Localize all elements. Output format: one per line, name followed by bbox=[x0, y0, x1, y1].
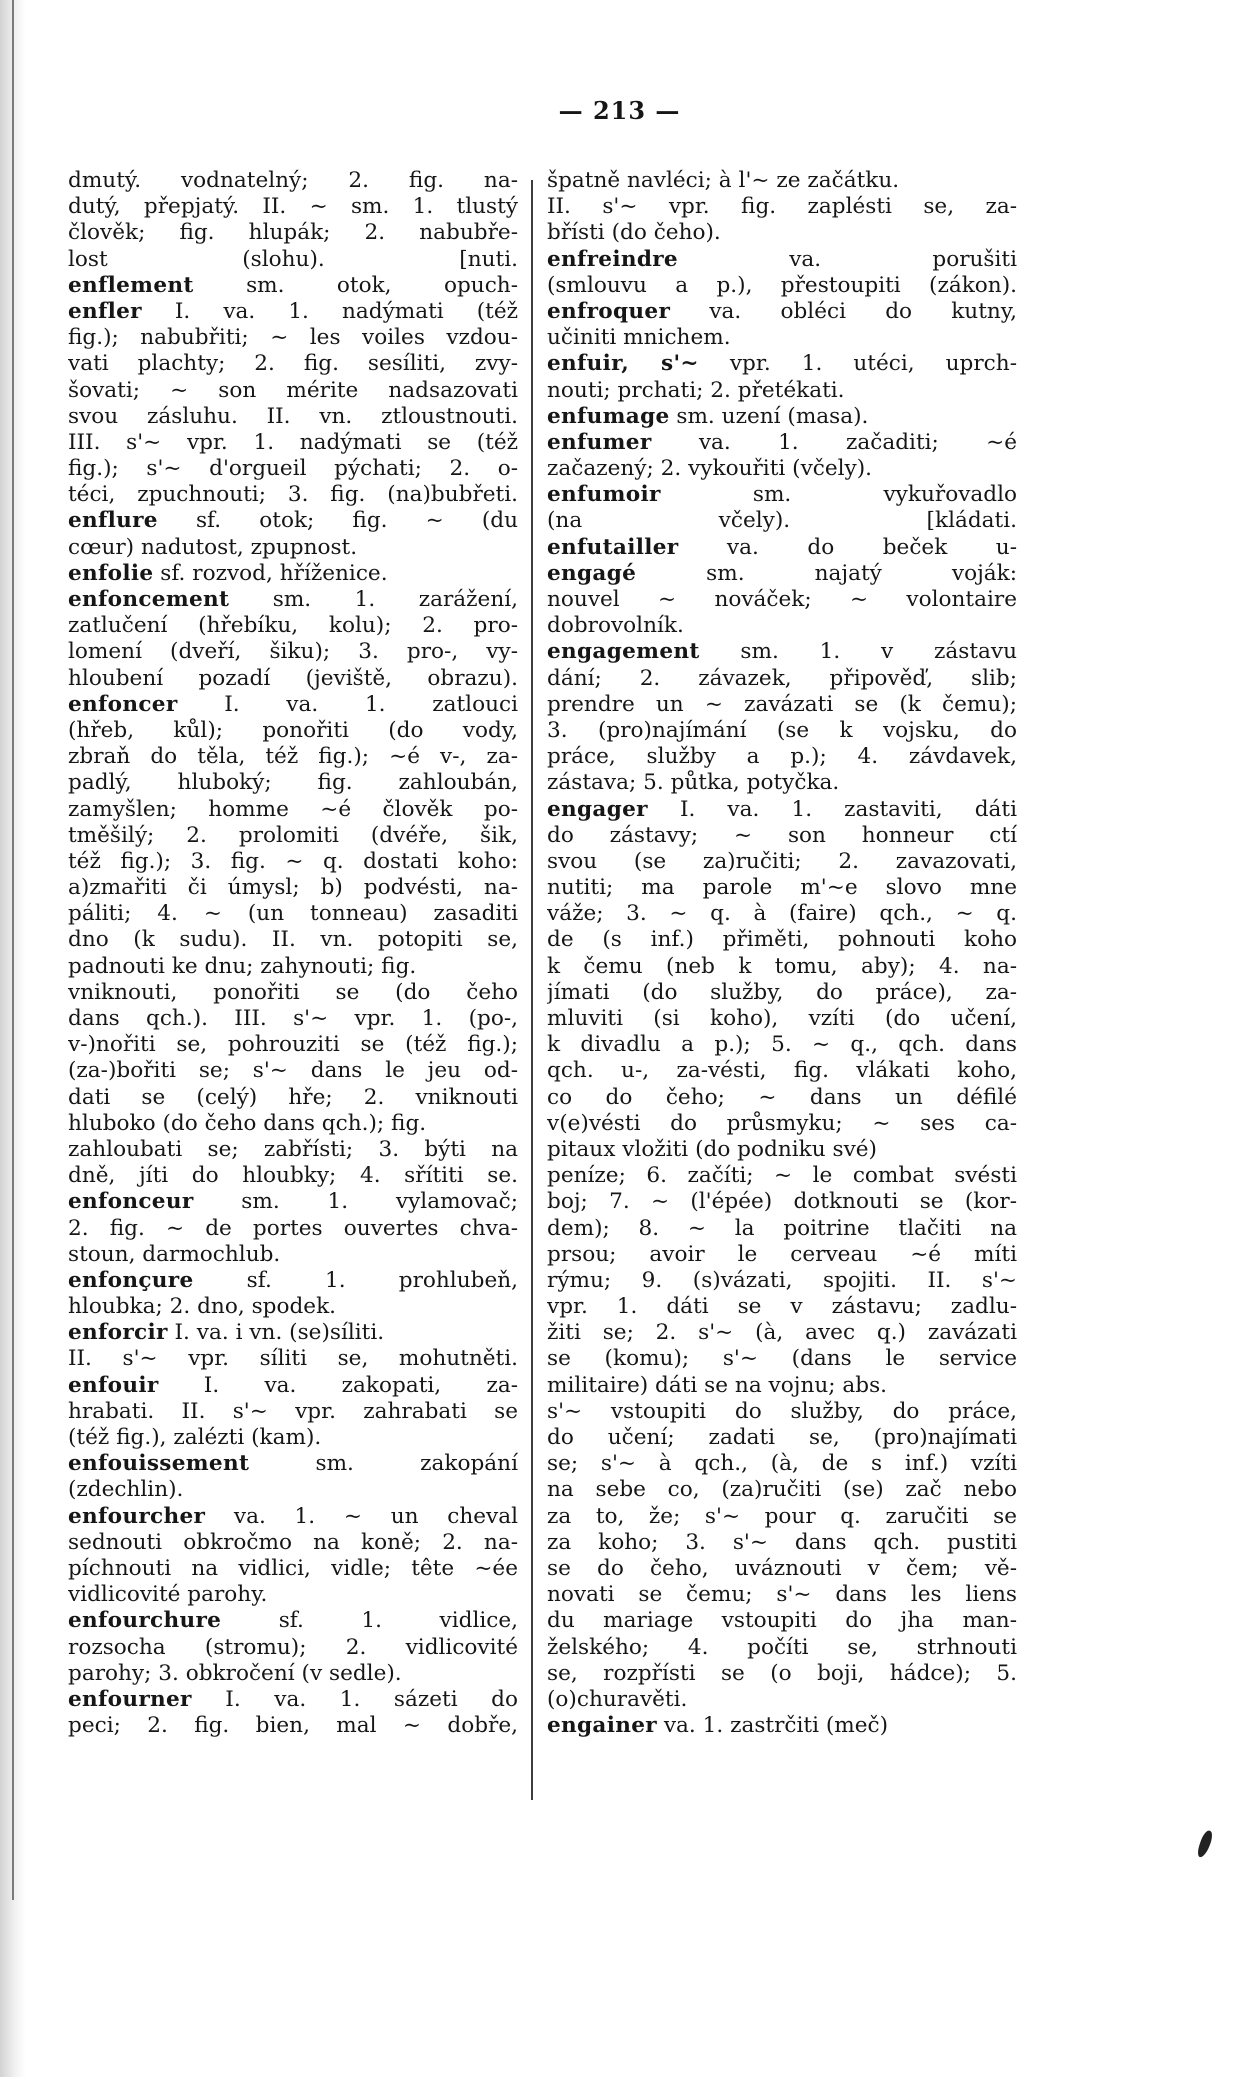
text-line: enfourchure sf. 1. vidlice, bbox=[68, 1608, 518, 1634]
text-line: rozsocha (stromu); 2. vidlicovité bbox=[68, 1634, 518, 1660]
text-line: engagé sm. najatý voják: bbox=[547, 560, 1017, 586]
text-line: enfreindre va. porušiti bbox=[547, 246, 1017, 272]
text-line: a)zmařiti či úmysl; b) podvésti, na- bbox=[68, 875, 518, 901]
text-line: prendre un ~ zavázati se (k čemu); bbox=[547, 691, 1017, 717]
text-line: fig.); s'~ d'orgueil pýchati; 2. o- bbox=[68, 456, 518, 482]
text-line: člověk; fig. hlupák; 2. nabubře- bbox=[68, 220, 518, 246]
text-line: enfler I. va. 1. nadýmati (též bbox=[68, 298, 518, 324]
text-line: dutý, přepjatý. II. ~ sm. 1. tlustý bbox=[68, 194, 518, 220]
text-line: boj; 7. ~ (l'épée) dotknouti se (kor- bbox=[547, 1189, 1017, 1215]
text-line: enfourcher va. 1. ~ un cheval bbox=[68, 1503, 518, 1529]
text-line: za koho; 3. s'~ dans qch. pustiti bbox=[547, 1529, 1017, 1555]
text-line: práce, služby a p.); 4. závdavek, bbox=[547, 744, 1017, 770]
text-line: hluboko (do čeho dans qch.); fig. bbox=[68, 1110, 427, 1136]
text-line: píchnouti na vidlici, vidle; tête ~ée bbox=[68, 1555, 518, 1581]
text-line: hrabati. II. s'~ vpr. zahrabati se bbox=[68, 1398, 518, 1424]
text-line: co do čeho; ~ dans un défilé bbox=[547, 1084, 1017, 1110]
text-line: (zdechlin). bbox=[68, 1477, 184, 1503]
text-line: za to, že; s'~ pour q. zaručiti se bbox=[547, 1503, 1017, 1529]
text-line: enfumage sm. uzení (masa). bbox=[547, 403, 869, 429]
text-line: též fig.); 3. fig. ~ q. dostati koho: bbox=[68, 848, 518, 874]
text-line: engainer va. 1. zastrčiti (meč) bbox=[547, 1713, 889, 1739]
text-line: se do čeho, uváznouti v čem; vě- bbox=[547, 1555, 1017, 1581]
text-line: zamyšlen; homme ~é člověk po- bbox=[68, 796, 518, 822]
text-line: dně, jíti do hloubky; 4. sřítiti se. bbox=[68, 1163, 518, 1189]
text-line: špatně navléci; à l'~ ze začátku. bbox=[547, 168, 900, 193]
text-line: zástava; 5. půtka, potyčka. bbox=[547, 770, 840, 796]
text-line: enfumer va. 1. začaditi; ~é bbox=[547, 429, 1017, 455]
text-line: v-)nořiti se, pohrouziti se (též fig.); bbox=[68, 1032, 518, 1058]
text-line: enfoncer I. va. 1. zatlouci bbox=[68, 691, 518, 717]
text-line: začazený; 2. vykouřiti (včely). bbox=[547, 456, 873, 482]
text-line: svou (se za)ručiti; 2. zavazovati, bbox=[547, 848, 1017, 874]
text-line: (o)churavěti. bbox=[547, 1686, 688, 1712]
text-line: do učení; zadati se, (pro)najímati bbox=[547, 1425, 1017, 1450]
text-line: zatlučení (hřebíku, kolu); 2. pro- bbox=[68, 613, 518, 639]
text-line: (za-)bořiti se; s'~ dans le jeu od- bbox=[68, 1058, 518, 1084]
text-line: (na včely). [kládati. bbox=[547, 508, 1017, 534]
text-line: enflement sm. otok, opuch- bbox=[68, 272, 518, 298]
text-line: parohy; 3. obkročení (v sedle). bbox=[68, 1660, 402, 1686]
text-line: II. s'~ vpr. fig. zaplésti se, za- bbox=[547, 194, 1017, 220]
text-line: padlý, hluboký; fig. zahloubán, bbox=[68, 770, 518, 796]
text-line: dobrovolník. bbox=[547, 613, 684, 639]
text-line: enfroquer va. obléci do kutny, bbox=[547, 298, 1017, 324]
text-line: tměšilý; 2. prolomiti (dvéře, šik, bbox=[68, 822, 518, 848]
binding-edge-line bbox=[12, 0, 14, 1900]
text-line: do zástavy; ~ son honneur ctí bbox=[547, 822, 1017, 848]
text-line: na sebe co, (za)ručiti (se) zač nebo bbox=[547, 1477, 1017, 1503]
text-line: vpr. 1. dáti se v zástavu; zadlu- bbox=[547, 1294, 1017, 1320]
text-line: vniknouti, ponořiti se (do čeho bbox=[68, 979, 518, 1005]
text-line: vidlicovité parohy. bbox=[68, 1582, 268, 1608]
text-line: se (komu); s'~ (dans le service bbox=[547, 1346, 1017, 1372]
text-line: enfuir, s'~ vpr. 1. utéci, uprch- bbox=[547, 351, 1017, 377]
text-line: qch. u-, za-vésti, fig. vlákati koho, bbox=[547, 1058, 1017, 1084]
text-line: prsou; avoir le cerveau ~é míti bbox=[547, 1241, 1017, 1267]
text-line: 3. (pro)najímání (se k vojsku, do bbox=[547, 717, 1017, 743]
text-line: dání; 2. závazek, připověď, slib; bbox=[547, 665, 1017, 691]
text-line: břísti (do čeho). bbox=[547, 220, 721, 246]
text-line: zahloubati se; zabřísti; 3. býti na bbox=[68, 1136, 518, 1162]
text-line: se, rozpřísti se (o boji, hádce); 5. bbox=[547, 1660, 1017, 1686]
text-line: cœur) nadutost, zpupnost. bbox=[68, 534, 358, 560]
text-line: sednouti obkročmo na koně; 2. na- bbox=[68, 1529, 518, 1555]
text-line: hloubení pozadí (jeviště, obrazu). bbox=[68, 665, 518, 691]
text-line: rýmu; 9. (s)vázati, spojiti. II. s'~ bbox=[547, 1267, 1017, 1293]
left-column bbox=[68, 168, 518, 1739]
text-line: dno (k sudu). II. vn. potopiti se, bbox=[68, 927, 518, 953]
text-line: III. s'~ vpr. 1. nadýmati se (též bbox=[68, 429, 518, 455]
text-line: enfonceur sm. 1. vylamovač; bbox=[68, 1189, 518, 1215]
text-line: vati plachty; 2. fig. sesíliti, zvy- bbox=[68, 351, 518, 377]
text-line: enfutailler va. do beček u- bbox=[547, 534, 1017, 560]
text-line: dem); 8. ~ la poitrine tlačiti na bbox=[547, 1215, 1017, 1241]
text-line: enflure sf. otok; fig. ~ (du bbox=[68, 508, 518, 534]
text-line: enfonçure sf. 1. prohlubeň, bbox=[68, 1267, 518, 1293]
text-line: peci; 2. fig. bien, mal ~ dobře, bbox=[68, 1713, 518, 1739]
text-line: nouvel ~ nováček; ~ volontaire bbox=[547, 587, 1017, 612]
text-line: 2. fig. ~ de portes ouvertes chva- bbox=[68, 1215, 518, 1241]
text-line: du mariage vstoupiti do jha man- bbox=[547, 1608, 1017, 1634]
text-line: enfouissement sm. zakopání bbox=[68, 1451, 518, 1477]
text-line: váže; 3. ~ q. à (faire) qch., ~ q. bbox=[547, 901, 1017, 927]
text-line: páliti; 4. ~ (un tonneau) zasaditi bbox=[68, 901, 518, 927]
text-line: enfumoir sm. vykuřovadlo bbox=[547, 482, 1017, 508]
text-line: de (s inf.) přiměti, pohnouti koho bbox=[547, 927, 1017, 953]
text-line: (hřeb, kůl); ponořiti (do vody, bbox=[68, 717, 518, 743]
text-line: enforcir I. va. i vn. (se)síliti. bbox=[68, 1320, 385, 1346]
ink-smudge bbox=[1196, 1829, 1214, 1859]
text-line: padnouti ke dnu; zahynouti; fig. bbox=[68, 953, 417, 979]
text-line: žiti se; 2. s'~ (à, avec q.) zavázati bbox=[547, 1320, 1017, 1346]
text-line: s'~ vstoupiti do služby, do práce, bbox=[547, 1398, 1017, 1424]
text-line: mluviti (si koho), vzíti (do učení, bbox=[547, 1006, 1017, 1031]
text-line: k divadlu a p.); 5. ~ q., qch. dans bbox=[547, 1032, 1017, 1058]
text-line: militaire) dáti se na vojnu; abs. bbox=[547, 1372, 888, 1398]
text-line: II. s'~ vpr. síliti se, mohutněti. bbox=[68, 1346, 518, 1372]
text-line: dati se (celý) hře; 2. vniknouti bbox=[68, 1084, 518, 1110]
text-line: lomení (dveří, šiku); 3. pro-, vy- bbox=[68, 639, 518, 665]
text-line: enfolie sf. rozvod, hříženice. bbox=[68, 560, 388, 586]
text-line: hloubka; 2. dno, spodek. bbox=[68, 1294, 337, 1320]
text-line: nouti; prchati; 2. přetékati. bbox=[547, 377, 845, 403]
text-line: téci, zpuchnouti; 3. fig. (na)bubřeti. bbox=[68, 482, 518, 508]
text-line: zbraň do těla, též fig.); ~é v-, za- bbox=[68, 744, 518, 770]
text-line: engager I. va. 1. zastaviti, dáti bbox=[547, 796, 1017, 822]
text-line: enfouir I. va. zakopati, za- bbox=[68, 1372, 518, 1398]
text-line: šovati; ~ son mérite nadsazovati bbox=[68, 377, 518, 403]
text-line: pitaux vložiti (do podniku své) bbox=[547, 1136, 877, 1162]
text-line: enfoncement sm. 1. zarážení, bbox=[68, 587, 518, 612]
text-line: se; s'~ à qch., (à, de s inf.) vzíti bbox=[547, 1451, 1017, 1477]
text-line: fig.); nabubřiti; ~ les voiles vzdou- bbox=[68, 325, 518, 351]
text-line: lost (slohu). [nuti. bbox=[68, 246, 518, 272]
text-line: stoun, darmochlub. bbox=[68, 1241, 281, 1267]
text-line: svou zásluhu. II. vn. ztloustnouti. bbox=[68, 403, 518, 429]
text-line: dans qch.). III. s'~ vpr. 1. (po-, bbox=[68, 1006, 518, 1031]
page-number: — 213 — bbox=[558, 96, 681, 125]
text-line: učiniti mnichem. bbox=[547, 325, 731, 351]
text-line: peníze; 6. začíti; ~ le combat svésti bbox=[547, 1163, 1017, 1189]
text-line: k čemu (neb k tomu, aby); 4. na- bbox=[547, 953, 1017, 979]
text-line: novati se čemu; s'~ dans les liens bbox=[547, 1582, 1017, 1608]
text-line: nutiti; ma parole m'~e slovo mne bbox=[547, 875, 1017, 901]
right-column bbox=[547, 168, 1017, 1739]
text-line: (smlouvu a p.), přestoupiti (zákon). bbox=[547, 272, 1017, 298]
text-line: dmutý. vodnatelný; 2. fig. na- bbox=[68, 168, 518, 193]
text-line: jímati (do služby, do práce), za- bbox=[547, 979, 1017, 1005]
text-line: v(e)vésti do průsmyku; ~ ses ca- bbox=[547, 1110, 1017, 1136]
text-line: engagement sm. 1. v zástavu bbox=[547, 639, 1017, 665]
text-line: želského; 4. počíti se, strhnouti bbox=[547, 1634, 1017, 1660]
text-line: (též fig.), zalézti (kam). bbox=[68, 1425, 322, 1450]
text-line: enfourner I. va. 1. sázeti do bbox=[68, 1686, 518, 1712]
column-divider bbox=[531, 180, 533, 1800]
